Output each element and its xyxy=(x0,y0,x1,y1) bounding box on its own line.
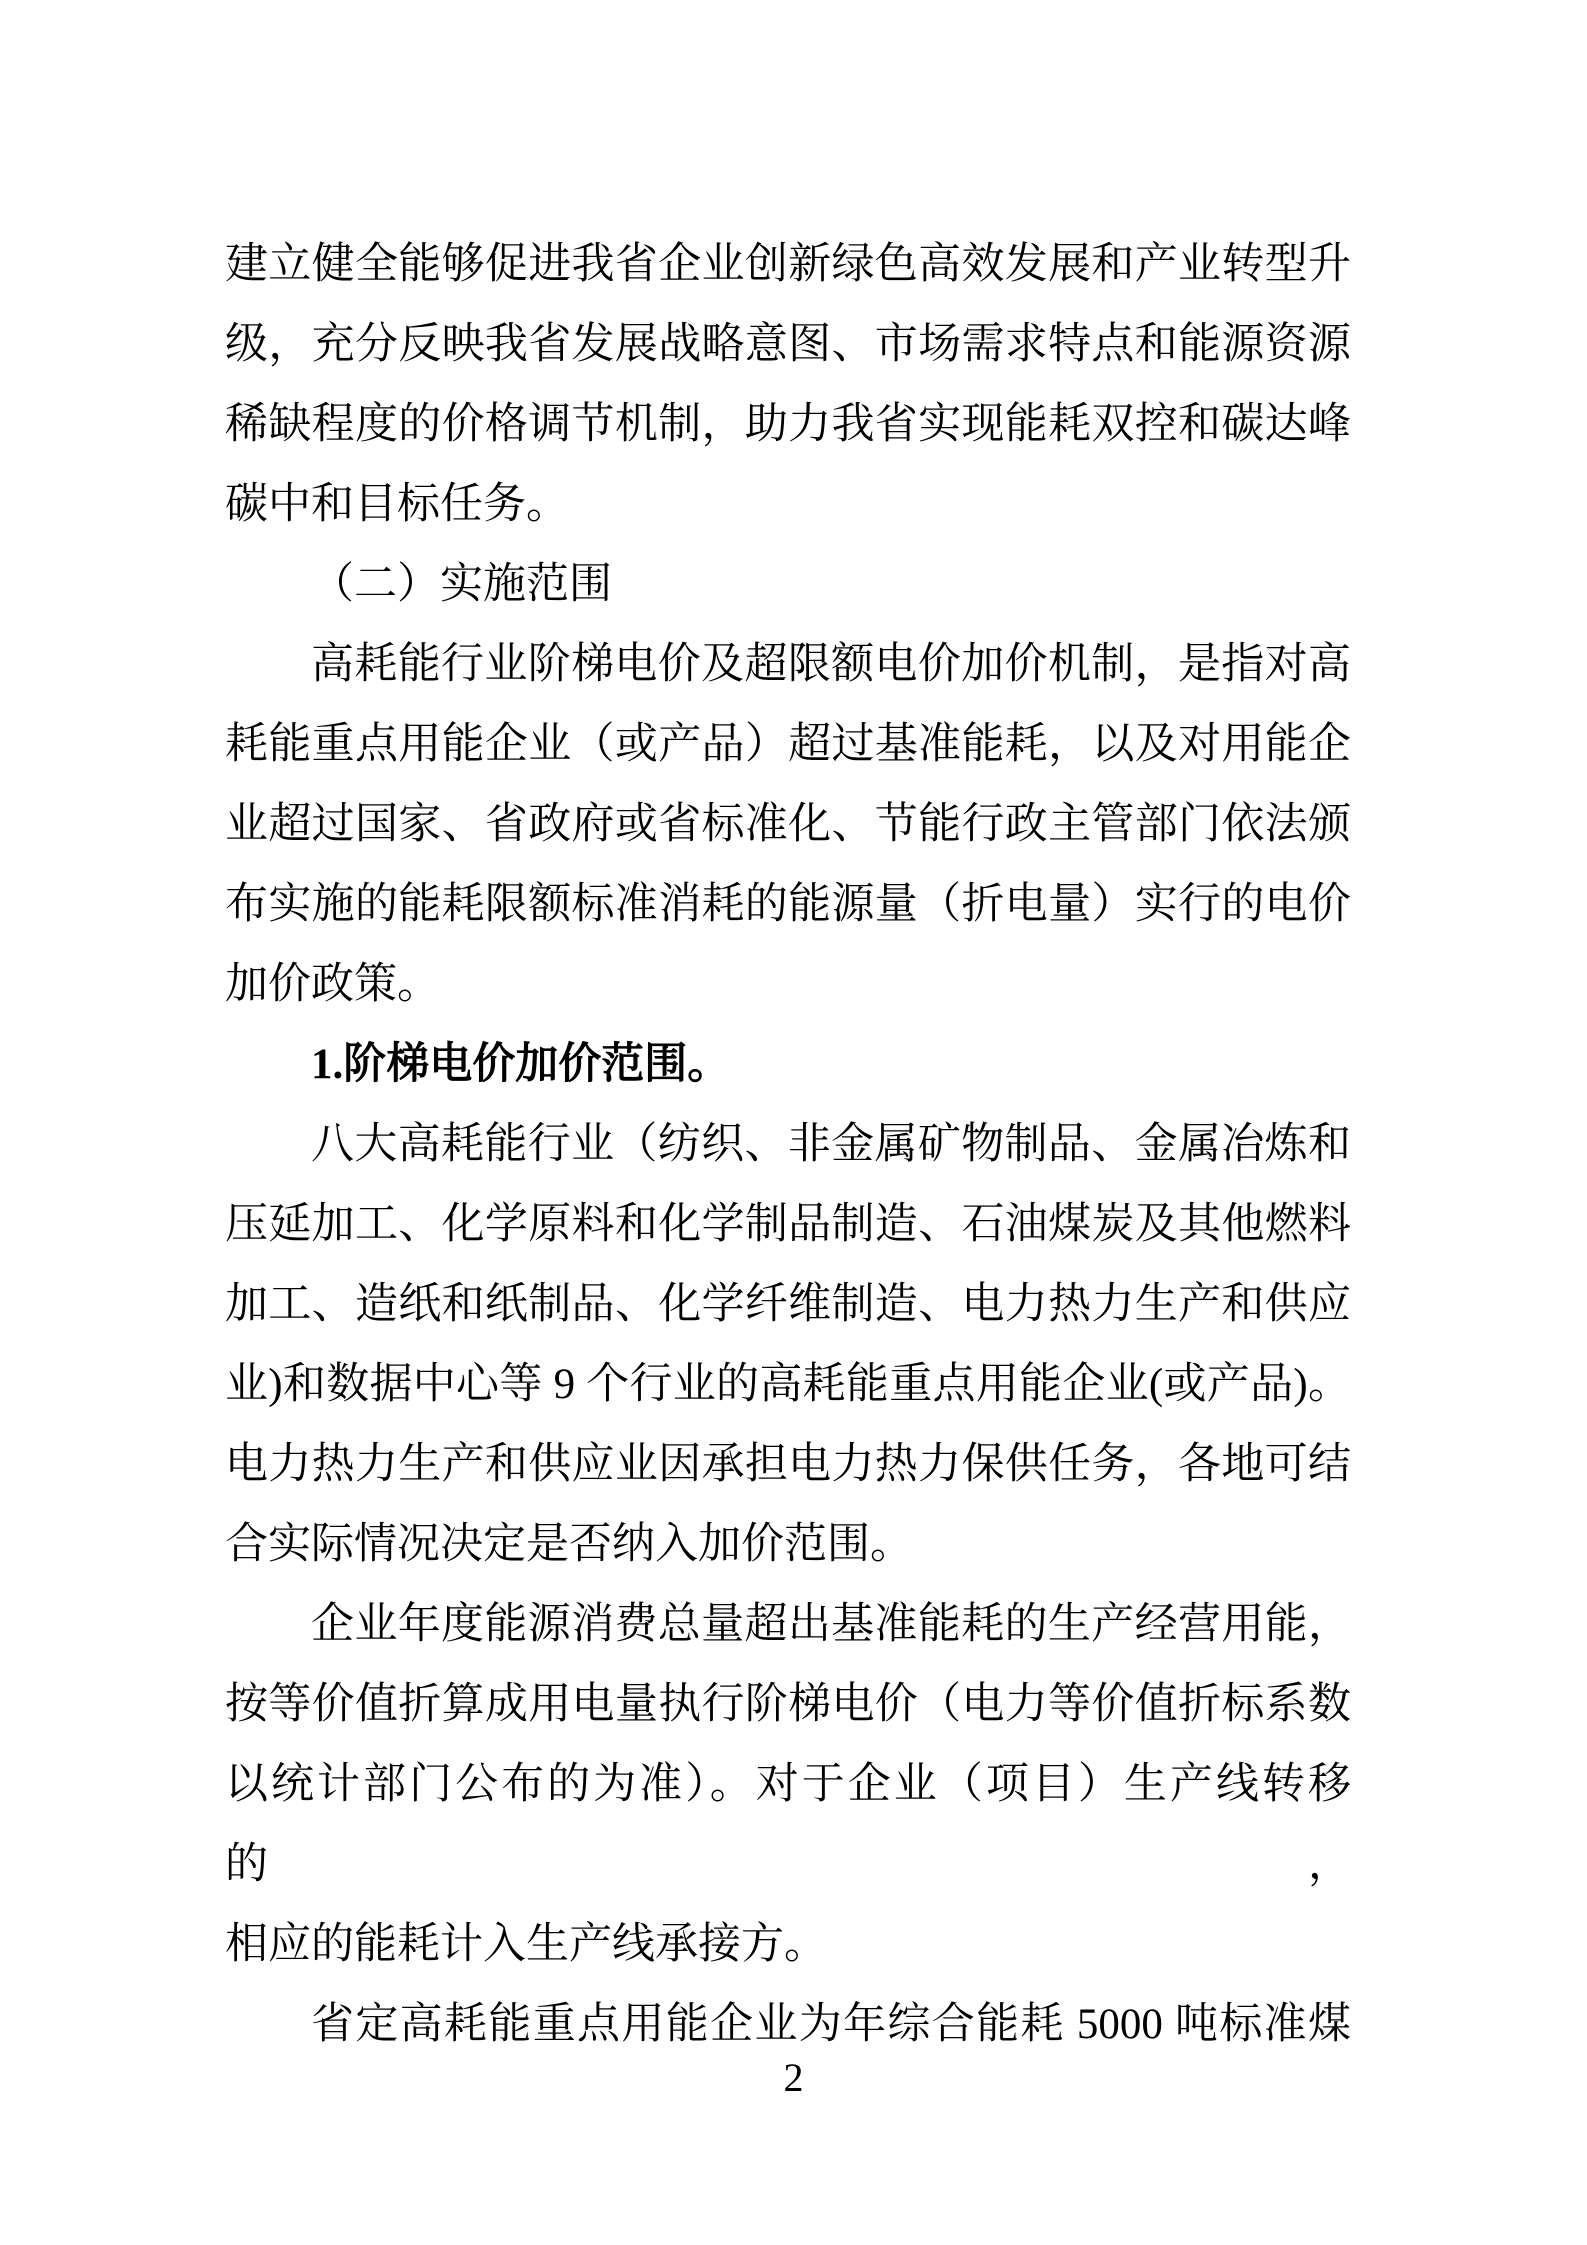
paragraph-line: 稀缺程度的价格调节机制，助力我省实现能耗双控和碳达峰 xyxy=(225,401,1351,448)
paragraph-line: 按等价值折算成用电量执行阶梯电价（电力等价值折标系数 xyxy=(225,1681,1351,1728)
paragraph-line: 耗能重点用能企业（或产品）超过基准能耗，以及对用能企 xyxy=(225,721,1351,768)
paragraph-line: 省定高耗能重点用能企业为年综合能耗 5000 吨标准煤 xyxy=(311,2001,1351,2048)
subsection-heading-line: 1.阶梯电价加价范围。 xyxy=(311,1041,731,1088)
paragraph-line: 业超过国家、省政府或省标准化、节能行政主管部门依法颁 xyxy=(225,801,1351,848)
paragraph-line: 碳中和目标任务。 xyxy=(225,481,569,528)
page-number: 2 xyxy=(783,2055,804,2100)
paragraph-line: 布实施的能耗限额标准消耗的能源量（折电量）实行的电价 xyxy=(225,881,1351,928)
paragraph-line: 企业年度能源消费总量超出基准能耗的生产经营用能， xyxy=(311,1601,1351,1648)
paragraph-line: 八大高耗能行业（纺织、非金属矿物制品、金属冶炼和 xyxy=(311,1121,1351,1168)
paragraph-line: 加工、造纸和纸制品、化学纤维制造、电力热力生产和供应 xyxy=(225,1281,1351,1328)
paragraph-line: 压延加工、化学原料和化学制品制造、石油煤炭及其他燃料 xyxy=(225,1201,1351,1248)
paragraph-line: 级，充分反映我省发展战略意图、市场需求特点和能源资源 xyxy=(225,321,1351,368)
paragraph-line: 相应的能耗计入生产线承接方。 xyxy=(225,1921,827,1968)
section-heading-line: （二）实施范围 xyxy=(311,561,612,608)
document-body xyxy=(225,225,1351,2065)
paragraph-line: 业)和数据中心等 9 个行业的高耗能重点用能企业(或产品)。 xyxy=(225,1361,1351,1408)
paragraph-line: 以统计部门公布的为准）。对于企业（项目）生产线转移的， xyxy=(225,1761,1351,1888)
paragraph-line: 合实际情况决定是否纳入加价范围。 xyxy=(225,1521,913,1568)
paragraph-line: 高耗能行业阶梯电价及超限额电价加价机制，是指对高 xyxy=(311,641,1351,688)
paragraph-line: 加价政策。 xyxy=(225,961,440,1008)
paragraph-line: 电力热力生产和供应业因承担电力热力保供任务，各地可结 xyxy=(225,1441,1351,1488)
paragraph-line: 建立健全能够促进我省企业创新绿色高效发展和产业转型升 xyxy=(225,241,1351,288)
